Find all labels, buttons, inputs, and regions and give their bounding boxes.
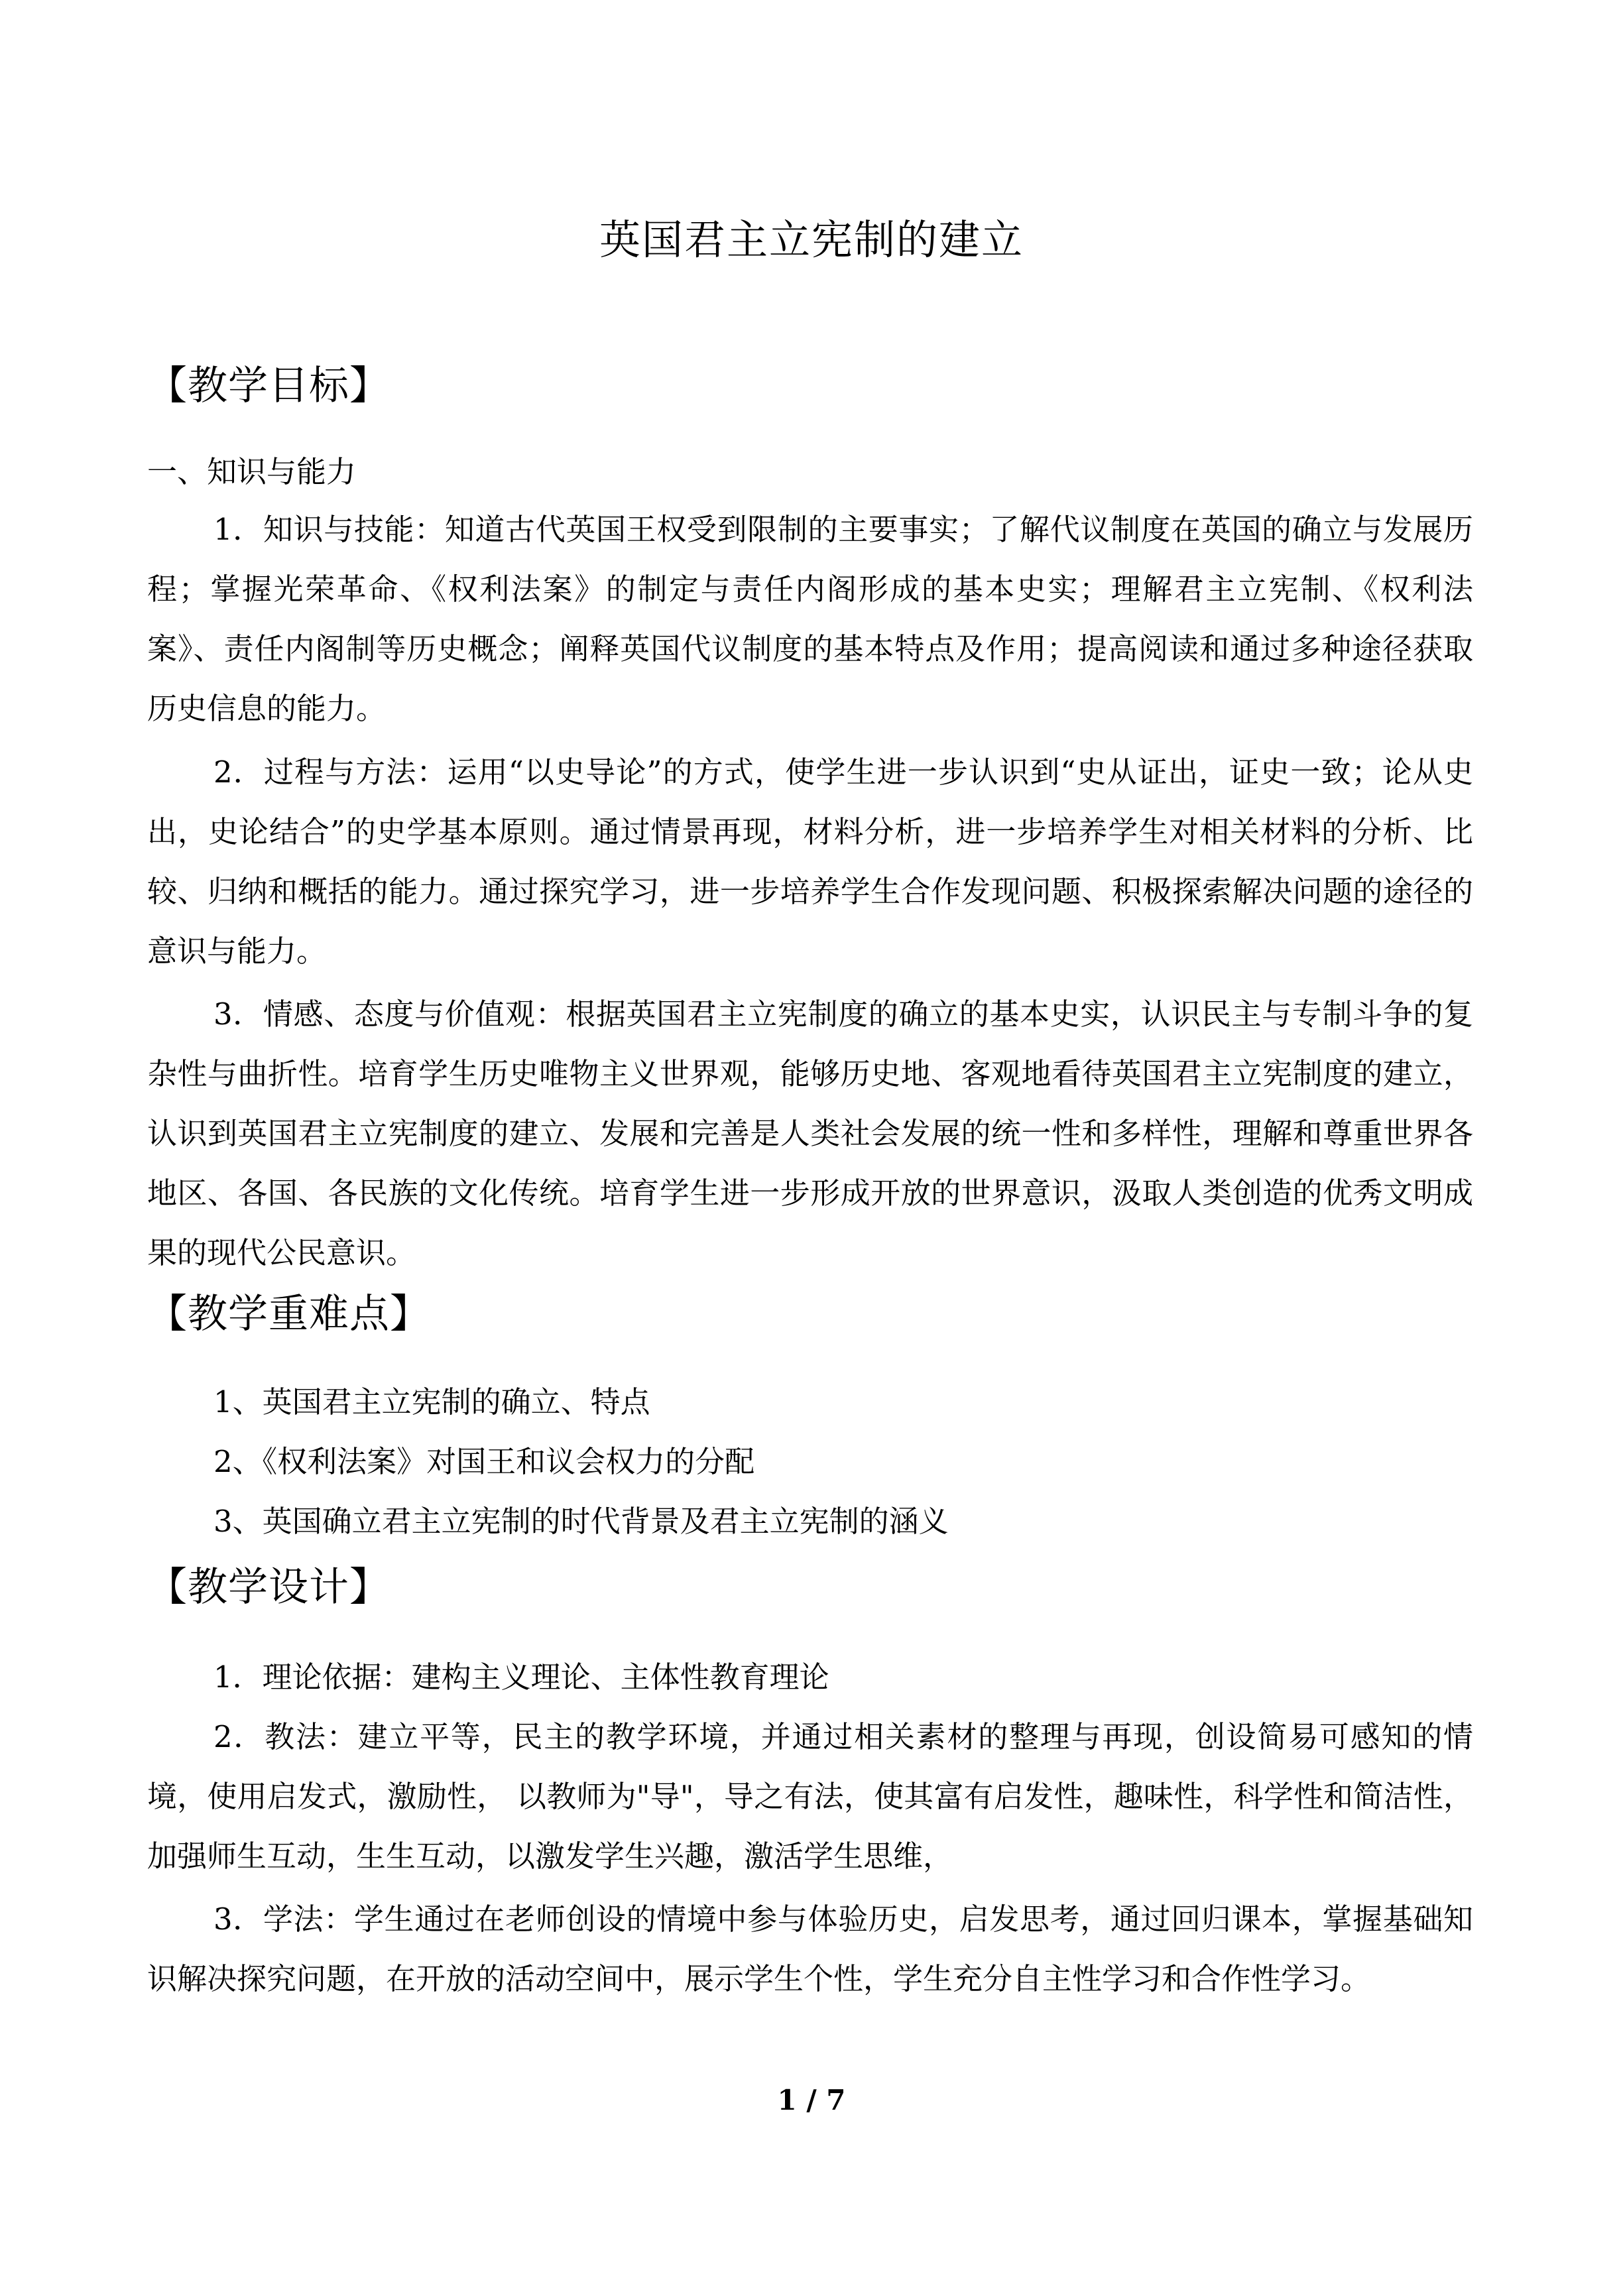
page-number: 1 / 7 [777,2084,846,2116]
design-paragraph-3: 3．学法：学生通过在老师创设的情境中参与体验历史，启发思考，通过回归课本，掌握基础知识解决探究问题，在开放的活动空间中，展示学生个性，学生充分自主性学习和合作性学习。 [147,1902,1473,1996]
subheading-knowledge-ability: 一、知识与能力 [147,454,357,489]
key-point-item-3: 3、英国确立君主立宪制的时代背景及君主立宪制的涵义 [213,1504,949,1539]
heading-key-points: 【教学重难点】 [147,1291,430,1337]
document-title: 英国君主立宪制的建立 [599,215,1024,264]
key-point-item-2: 2、《权利法案》对国王和议会权力的分配 [213,1444,755,1479]
objective-paragraph-2: 2．过程与方法：运用“以史导论”的方式，使学生进一步认识到“史从证出，证史一致；论从史出，史论结合”的史学基本原则。通过情景再现，材料分析，进一步培养学生对相关材料的分析、比较、归纳和概括的能力。通过探究学习，进一步培养学生合作发现问题、积极探索解决问题的途径的意识与能力。 [147,755,1473,969]
design-paragraph-2: 2．教法：建立平等，民主的教学环境，并通过相关素材的整理与再现，创设简易可感知的情境，使用启发式，激励性， 以教师为"导"，导之有法，使其富有启发性，趣味性，科学性和简洁性，加强师生互动，生生互动，以激发学生兴趣，激活学生思维， [147,1719,1473,1874]
heading-teaching-design: 【教学设计】 [147,1564,390,1610]
objective-paragraph-1: 1．知识与技能：知道古代英国王权受到限制的主要事实；了解代议制度在英国的确立与发展历程；掌握光荣革命、《权利法案》的制定与责任内阁形成的基本史实；理解君主立宪制、《权利法案》、责任内阁制等历史概念；阐释英国代议制度的基本特点及作用；提高阅读和通过多种途径获取历史信息的能力。 [147,512,1473,726]
heading-teaching-objectives: 【教学目标】 [147,363,390,409]
objective-paragraph-3: 3．情感、态度与价值观：根据英国君主立宪制度的确立的基本史实，认识民主与专制斗争的复杂性与曲折性。培育学生历史唯物主义世界观，能够历史地、客观地看待英国君主立宪制度的建立，认识到英国君主立宪制度的建立、发展和完善是人类社会发展的统一性和多样性，理解和尊重世界各地区、各国、各民族的文化传统。培育学生进一步形成开放的世界意识，汲取人类创造的优秀文明成果的现代公民意识。 [147,997,1473,1270]
design-paragraph-1: 1．理论依据：建构主义理论、主体性教育理论 [213,1660,829,1695]
key-point-item-1: 1、英国君主立宪制的确立、特点 [213,1384,650,1420]
